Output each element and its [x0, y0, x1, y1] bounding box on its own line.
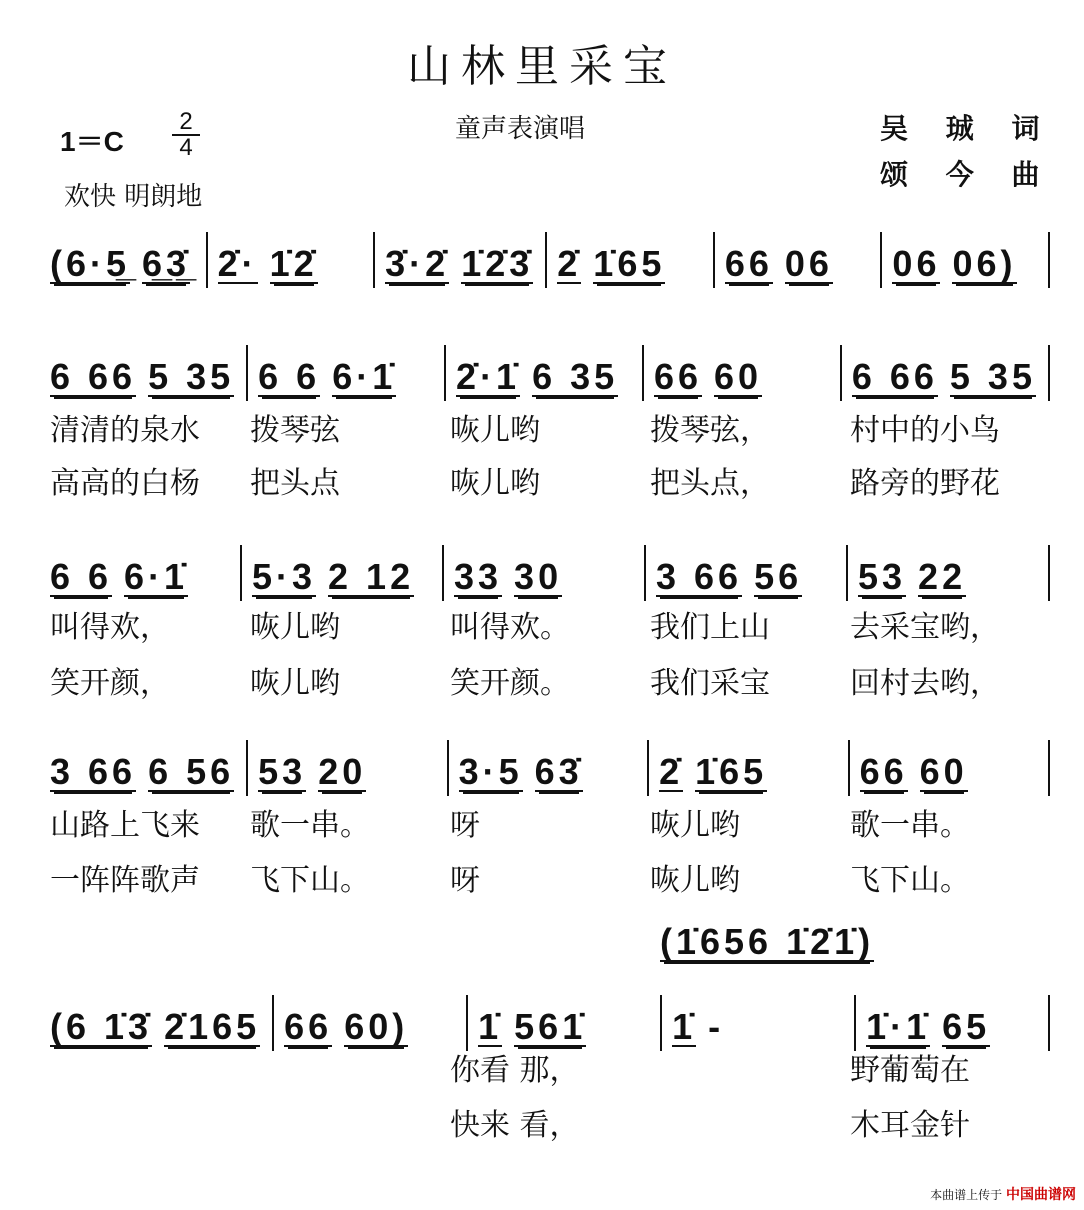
lyric-segment [650, 1100, 850, 1144]
note-group: 6 66 [852, 345, 938, 397]
note-group: 2̇ [557, 232, 581, 284]
lyric-segment: 呀 [450, 808, 480, 843]
measure [375, 232, 547, 288]
note-group: (6·5̲ [50, 232, 130, 284]
note-group: 63̇ [535, 740, 583, 792]
note-group: 5 35 [148, 345, 234, 397]
lyric-segment: 咴儿哟 [450, 466, 540, 501]
note-group: 6 35 [532, 345, 618, 397]
note-group: 53 [258, 740, 306, 792]
measure [40, 995, 274, 1051]
note-group: 1̇65 [593, 232, 665, 284]
note-group: 3 66 [50, 740, 136, 792]
lyric-segment: 我们采宝 [650, 666, 770, 701]
measure [882, 232, 1050, 288]
lyric-segment: 你看 那， [450, 1053, 580, 1088]
lyric-line [50, 855, 1050, 899]
lyric-segment [50, 1100, 250, 1144]
note-group: 06 [892, 232, 940, 284]
lyric-segment: 我们上山 [650, 610, 770, 645]
note-group: 2̇ [659, 740, 683, 792]
note-group: - [708, 1006, 725, 1047]
time-bottom: 4 [179, 134, 193, 161]
measure [848, 545, 1050, 601]
measure [274, 995, 468, 1051]
lyric-segment: 叫得欢。 [450, 610, 570, 645]
lyric-segment [250, 1100, 450, 1144]
lyric-segment: 木耳金针 [850, 1108, 970, 1143]
measure [646, 545, 848, 601]
note-group: 53 [858, 545, 906, 597]
note-group: 20 [318, 740, 366, 792]
note-group: (6 1̇3̇ [50, 995, 152, 1047]
lyric-segment: 飞下山。 [250, 863, 370, 898]
score-row [40, 232, 1050, 292]
note-group: 3 66 [656, 545, 742, 597]
note-group: 2̇· [218, 232, 258, 284]
note-group: 65 [942, 995, 990, 1047]
note-group: 5·3 [252, 545, 316, 597]
lyric-segment: 高高的白杨 [50, 466, 200, 501]
measure [662, 995, 856, 1051]
measure [547, 232, 715, 288]
lyric-segment: 把头点 [250, 466, 340, 501]
lyric-segment: 咴儿哟 [250, 610, 340, 645]
lyricist: 吴 珹 词 [880, 112, 1054, 145]
key-signature: 1＝C [60, 126, 124, 157]
lyric-line [50, 458, 1050, 502]
time-top: 2 [172, 110, 200, 136]
note-group: 2̇165 [164, 995, 260, 1047]
note-group: 1̇ [672, 995, 696, 1047]
score-row [40, 545, 1050, 605]
lyric-segment: 拨琴弦， [650, 413, 770, 448]
note-group: 1̇65 [695, 740, 767, 792]
note-group: 66 [284, 995, 332, 1047]
note-group: 2 12 [328, 545, 414, 597]
lyric-segment [250, 1045, 450, 1089]
measure [40, 545, 242, 601]
note-group: 1̇·1̇ [866, 995, 930, 1047]
note-group: 561̇ [514, 995, 586, 1047]
note-group: 6·1̇ [124, 545, 188, 597]
lyric-segment: 路旁的野花 [850, 466, 1000, 501]
measure [649, 740, 849, 796]
measure [444, 545, 646, 601]
note-group: 30 [514, 545, 562, 597]
note-group: 60 [714, 345, 762, 397]
note-group: 56 [754, 545, 802, 597]
measure [842, 345, 1050, 401]
lyric-line [50, 800, 1050, 844]
measure [449, 740, 649, 796]
score-row [40, 345, 1050, 405]
footer [930, 1184, 1076, 1204]
note-group: 6 66 [50, 345, 136, 397]
song-title: 山林里采宝 [407, 41, 677, 92]
lyric-segment: 飞下山。 [850, 863, 970, 898]
note-group: 6 6 [50, 545, 112, 597]
lyric-segment [650, 1045, 850, 1089]
lyric-segment: 快来 看， [450, 1108, 580, 1143]
note-group: 06 [785, 232, 833, 284]
lyric-line [50, 602, 1050, 646]
lyric-segment: 咴儿哟 [650, 808, 740, 843]
measure [40, 740, 248, 796]
measure [446, 345, 644, 401]
note-group: 6 56 [148, 740, 234, 792]
lyric-segment: 咴儿哟 [250, 666, 340, 701]
lyric-segment: 回村去哟， [850, 666, 1000, 701]
alternate-phrase: (1̇656 1̇2̇1̇) [660, 910, 874, 962]
note-group: 6 6 [258, 345, 320, 397]
measure [856, 995, 1050, 1051]
lyric-segment: 歌一串。 [850, 808, 970, 843]
lyric-segment: 叫得欢， [50, 610, 170, 645]
lyric-segment: 呀 [450, 863, 480, 898]
note-group: 1̇2̇ [270, 232, 318, 284]
lyric-segment: 笑开颜。 [450, 666, 570, 701]
time-signature [172, 110, 200, 160]
note-group: 3·5 [459, 740, 523, 792]
note-group: 60) [344, 995, 408, 1047]
performance-note: 童声表演唱 [455, 114, 586, 144]
lyric-segment: 去采宝哟， [850, 610, 1000, 645]
lyric-segment: 村中的小鸟 [850, 413, 1000, 448]
note-group: 1̇2̇3̇ [461, 232, 533, 284]
lyric-line [50, 1100, 1050, 1144]
lyric-segment: 咴儿哟 [650, 863, 740, 898]
lyric-segment: 山路上飞来 [50, 808, 200, 843]
note-group: 2̇·1̇ [456, 345, 520, 397]
note-group: 06) [952, 232, 1016, 284]
note-group: 5 35 [950, 345, 1036, 397]
measure [248, 345, 446, 401]
composer: 颂 今 曲 [880, 158, 1054, 191]
lyric-line [50, 1045, 1050, 1089]
note-group: 22 [918, 545, 966, 597]
lyric-line [50, 658, 1050, 702]
lyric-line [50, 405, 1050, 449]
measure [40, 345, 248, 401]
score-row [40, 740, 1050, 800]
note-group: 66 [860, 740, 908, 792]
note-group: 66 [725, 232, 773, 284]
measure [850, 740, 1050, 796]
measure [248, 740, 448, 796]
tempo-marking: 欢快 明朗地 [64, 182, 203, 212]
lyric-segment: 野葡萄在 [850, 1053, 970, 1088]
measure [242, 545, 444, 601]
measure [40, 232, 208, 288]
note-group: 6·1̇ [332, 345, 396, 397]
lyric-segment: 笑开颜， [50, 666, 170, 701]
measure [208, 232, 376, 288]
note-group: 6̲3̲̇ [142, 232, 190, 284]
note-group: 60 [920, 740, 968, 792]
lyric-segment: 把头点， [650, 466, 770, 501]
measure [644, 345, 842, 401]
lyric-segment: 清清的泉水 [50, 413, 200, 448]
note-group: 33 [454, 545, 502, 597]
site-logo: 中国曲谱网 [1006, 1187, 1076, 1203]
lyric-segment: 歌一串。 [250, 808, 370, 843]
measure [715, 232, 883, 288]
note-group: 1̇ [478, 995, 502, 1047]
lyric-segment: 一阵阵歌声 [50, 863, 200, 898]
lyric-segment: 咴儿哟 [450, 413, 540, 448]
note-group: 66 [654, 345, 702, 397]
note-group: 3̇·2̇ [385, 232, 449, 284]
lyric-segment [50, 1045, 250, 1089]
footer-text: 本曲谱上传于 [930, 1188, 1003, 1202]
measure [468, 995, 662, 1051]
credits [880, 106, 1054, 198]
lyric-segment: 拨琴弦 [250, 413, 340, 448]
